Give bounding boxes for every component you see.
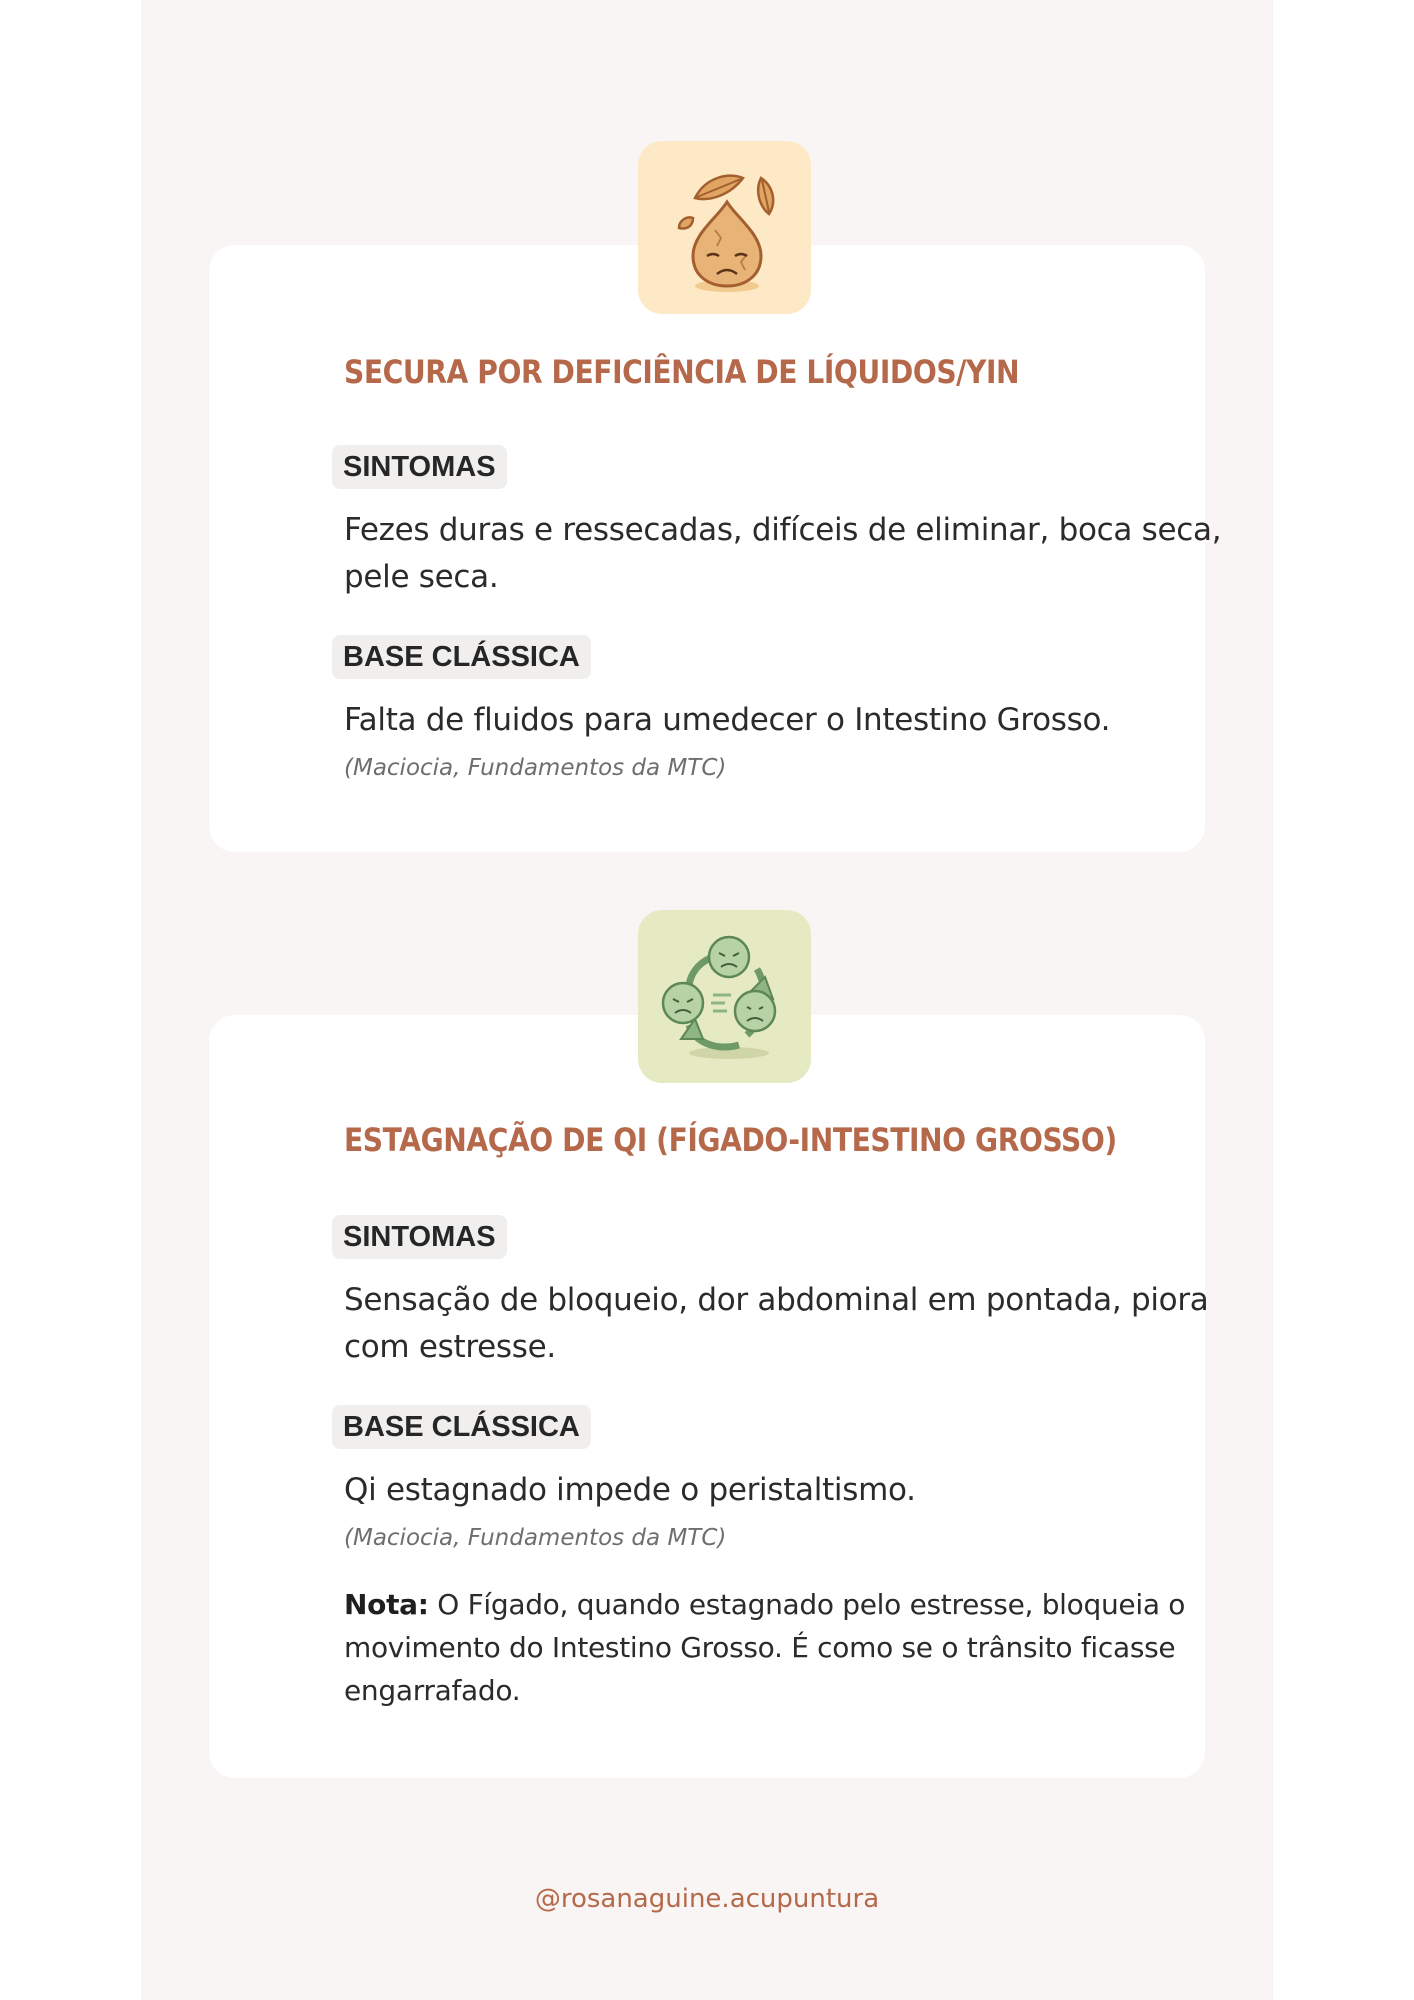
- citation: (Maciocia, Fundamentos da MTC): [344, 1525, 727, 1551]
- citation: (Maciocia, Fundamentos da MTC): [344, 755, 727, 781]
- card-qi-stagnation: [209, 1015, 1209, 1778]
- card-dryness: [209, 245, 1222, 852]
- section-title: ESTAGNAÇÃO DE QI (FÍGADO-INTESTINO GROSSO): [344, 1121, 1117, 1159]
- page: [141, 0, 1273, 2000]
- symptoms-badge: SINTOMAS: [332, 445, 507, 489]
- footer-handle: @rosanaguine.acupuntura: [534, 1884, 880, 1914]
- section-title: SECURA POR DEFICIÊNCIA DE LÍQUIDOS/YIN: [344, 353, 1020, 391]
- note-text: O Fígado, quando estagnado pelo estresse, bloqueia o movimento do Intestino Grosso. É como se o trânsito ficasse engarrafado.: [344, 1588, 1186, 1707]
- classic-base-badge: BASE CLÁSSICA: [332, 1405, 591, 1449]
- symptoms-text: Sensação de bloqueio, dor abdominal em pontada, piora com estresse.: [344, 1282, 1209, 1365]
- note-paragraph: [344, 1583, 1244, 1712]
- classic-base-badge: BASE CLÁSSICA: [332, 635, 591, 679]
- note-label: Nota:: [344, 1588, 429, 1621]
- classic-base-text: Qi estagnado impede o peristaltismo.: [344, 1472, 916, 1508]
- symptoms-badge: SINTOMAS: [332, 1215, 507, 1259]
- dry-droplet-with-leaves-icon: [638, 141, 811, 314]
- symptoms-text: Fezes duras e ressecadas, difíceis de eliminar, boca seca, pele seca.: [344, 512, 1222, 595]
- classic-base-text: Falta de fluidos para umedecer o Intestino Grosso.: [344, 702, 1111, 738]
- qi-stagnation-cycle-icon: [638, 910, 811, 1083]
